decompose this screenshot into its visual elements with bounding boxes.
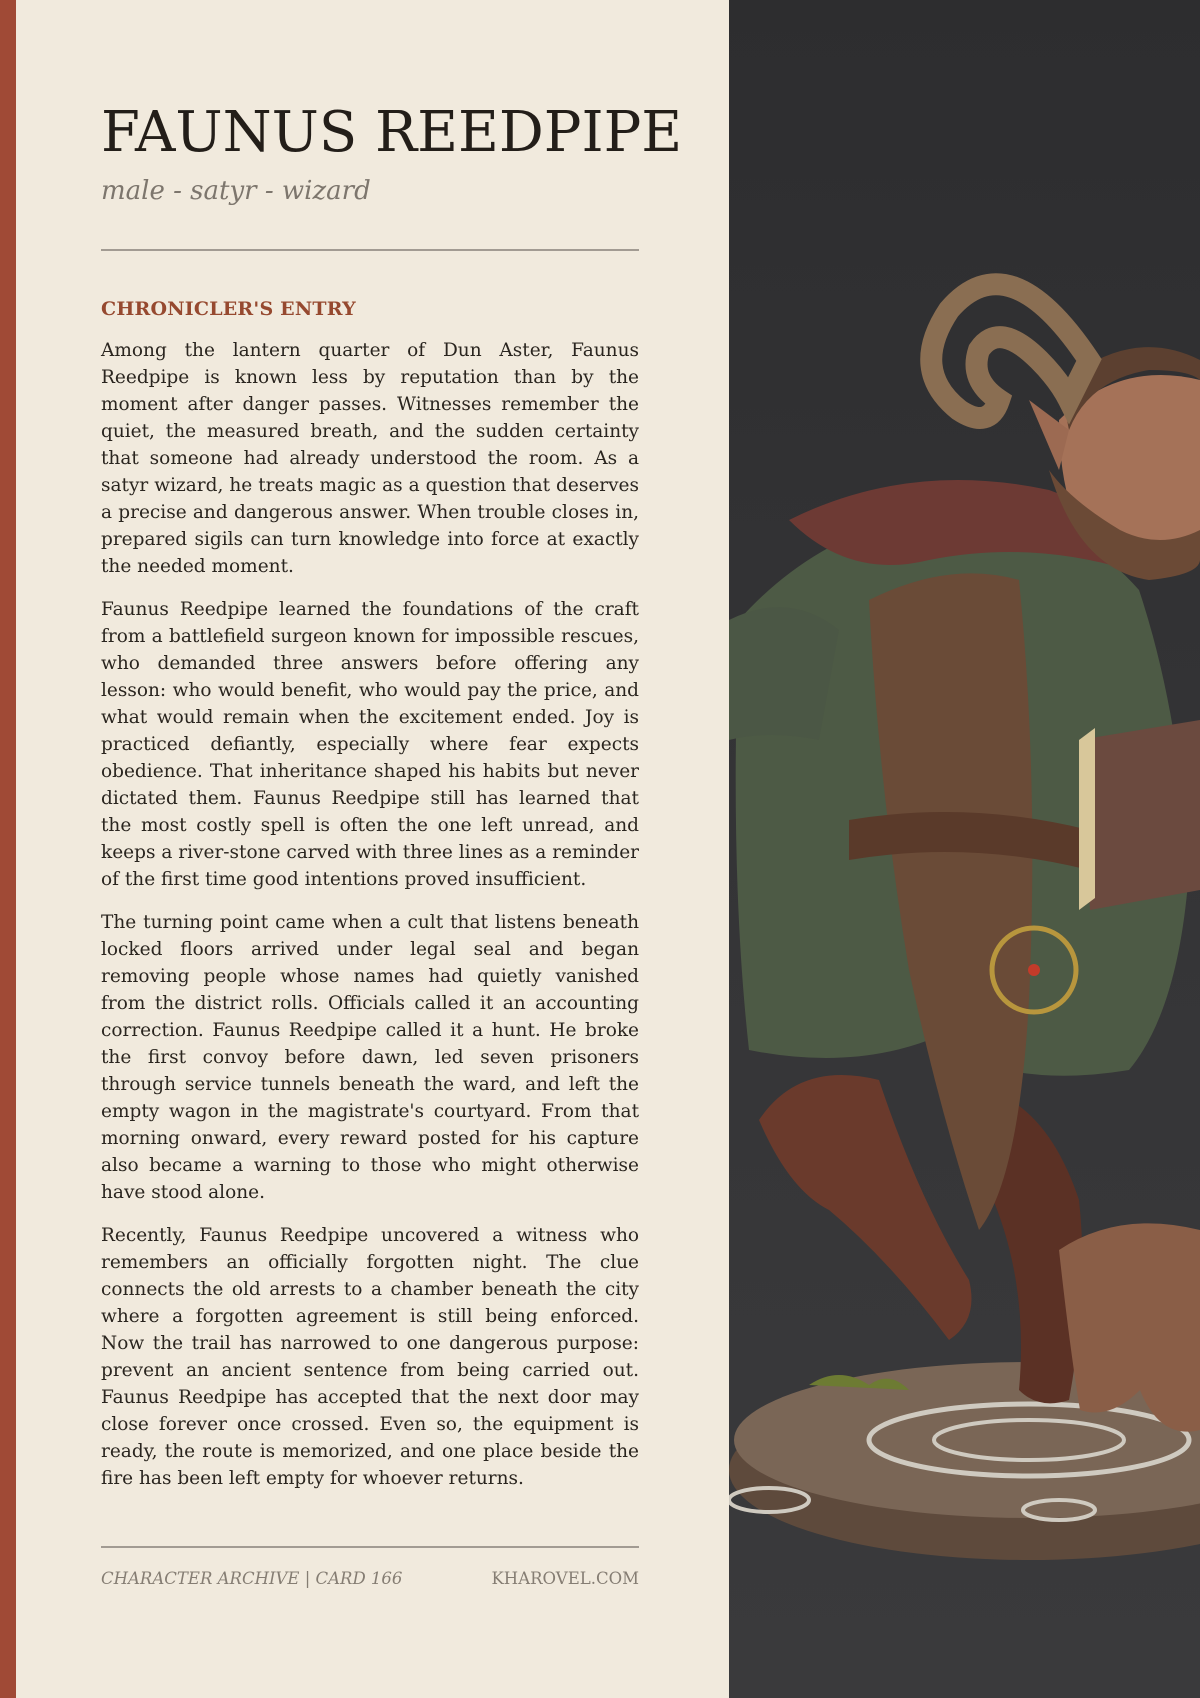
footer-divider xyxy=(101,1546,639,1548)
header-divider xyxy=(101,249,639,251)
satyr-legs xyxy=(759,1075,972,1340)
chronicle-paragraph: The turning point came when a cult that listens beneath locked floors arrived under legal seal and began removing people whose names had quietly vanished from the district rolls. Officials called it an accounting correction. Faunus Reedpipe called it a hunt. He broke the first convoy before dawn, led seven prisoners through service tunnels beneath the ward, and left the empty wagon in the magistrate's courtyard. From that morning onward, every reward posted for his capture also became a warning to those who might otherwise have stood alone. xyxy=(101,912,639,1203)
character-descriptor: male - satyr - wizard xyxy=(101,176,371,206)
chronicle-paragraph: Faunus Reedpipe learned the foundations of the craft from a battlefield surgeon known for impossible rescues, who demanded three answers before offering any lesson: who would benefit, who would pay the price, and what would remain when the excitement ended. Joy is practiced defiantly, especially where fear expects obedience. That inheritance shaped his habits but never dictated them. Faunus Reedpipe still has learned that the most costly spell is often the one left unread, and keeps a river-stone carved with three lines as a reminder of the first time good intentions proved insufficient. xyxy=(101,599,639,890)
site-label: KHAROVEL.COM xyxy=(491,1569,639,1588)
accent-bar xyxy=(0,0,16,1698)
character-name: FAUNUS REEDPIPE xyxy=(101,100,683,165)
character-illustration xyxy=(729,0,1200,1698)
archive-card-label: CHARACTER ARCHIVE | CARD 166 xyxy=(101,1569,403,1588)
character-text-column xyxy=(101,0,683,1698)
spellbook xyxy=(1079,720,1200,910)
chronicle-paragraph: Among the lantern quarter of Dun Aster, Faunus Reedpipe is known less by reputation than by the moment after danger passes. Witnesses remember the quiet, the measured breath, and the sudden certainty that someone had already understood the room. As a satyr wizard, he treats magic as a question that deserves a precise and dangerous answer. When trouble closes in, prepared sigils can turn knowledge into force at exactly the needed moment. xyxy=(101,340,639,577)
character-portrait-icon xyxy=(729,0,1200,1698)
chronicle-paragraph: Recently, Faunus Reedpipe uncovered a witness who remembers an officially forgotten night. The clue connects the old arrests to a chamber beneath the city where a forgotten agreement is still being enforced. Now the trail has narrowed to one dangerous purpose: prevent an ancient sentence from being carried out. Faunus Reedpipe has accepted that the next door may close forever once crossed. Even so, the equipment is ready, the route is memorized, and one place beside the fire has been left empty for whoever returns. xyxy=(101,1225,639,1489)
section-heading: CHRONICLER'S ENTRY xyxy=(101,298,356,320)
horn xyxy=(931,284,1089,418)
chronicle-body xyxy=(101,337,639,1508)
